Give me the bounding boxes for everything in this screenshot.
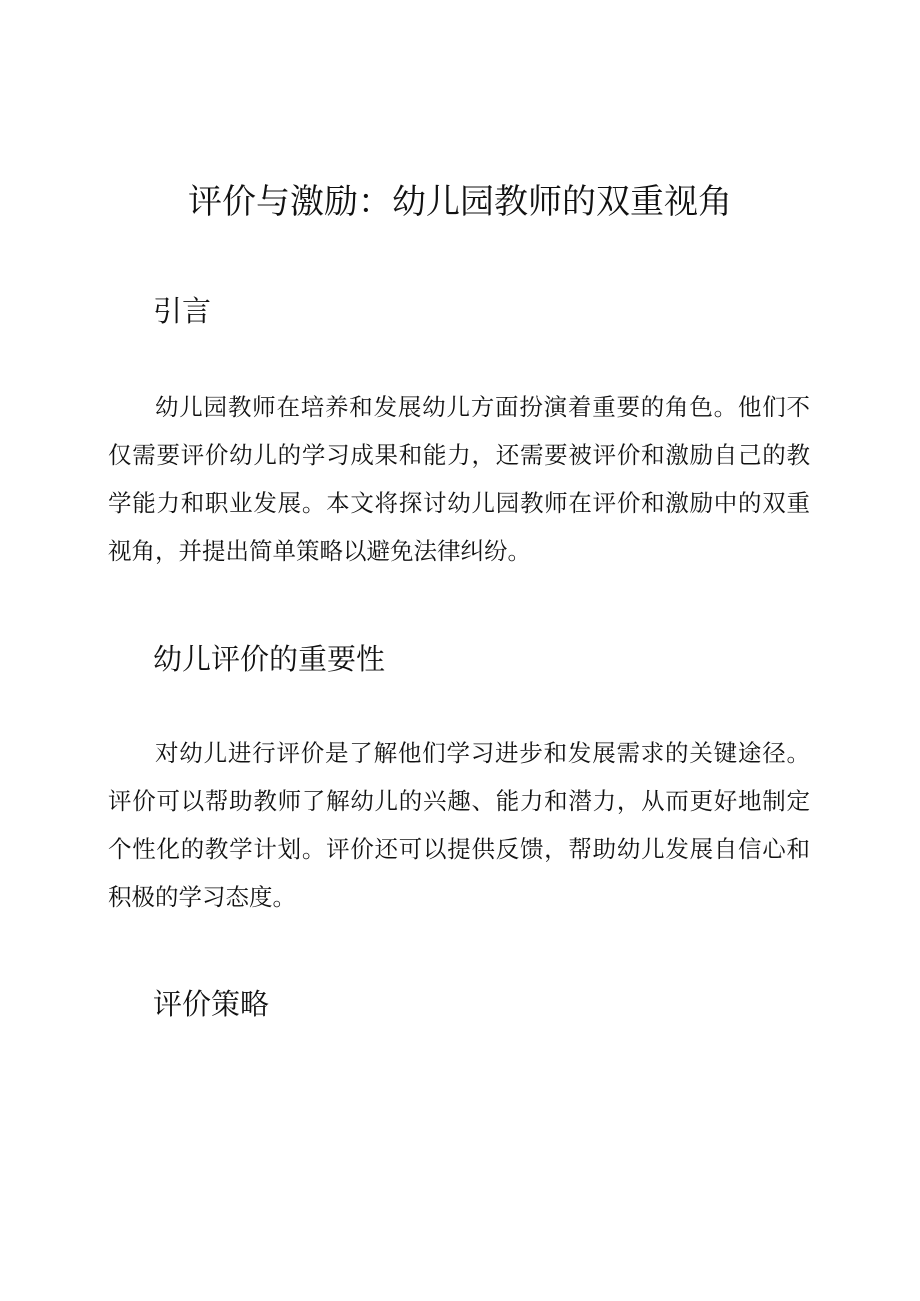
section-heading-strategy: 评价策略 bbox=[153, 987, 270, 1021]
document-title: 评价与激励：幼儿园教师的双重视角 bbox=[188, 182, 732, 222]
section-heading-importance: 幼儿评价的重要性 bbox=[153, 642, 386, 676]
section-paragraph-intro: 幼儿园教师在培养和发展幼儿方面扮演着重要的角色。他们不仅需要评价幼儿的学习成果和能力，还需要被评价和激励自己的教学能力和职业发展。本文将探讨幼儿园教师在评价和激励中的双重视角，并提出简单策略以避免法律纠纷。 bbox=[108, 393, 810, 565]
section-paragraph-importance: 对幼儿进行评价是了解他们学习进步和发展需求的关键途径。评价可以帮助教师了解幼儿的兴趣、能力和潜力，从而更好地制定个性化的教学计划。评价还可以提供反馈，帮助幼儿发展自信心和积极的学习态度。 bbox=[108, 739, 810, 911]
section-heading-intro: 引言 bbox=[153, 294, 212, 328]
